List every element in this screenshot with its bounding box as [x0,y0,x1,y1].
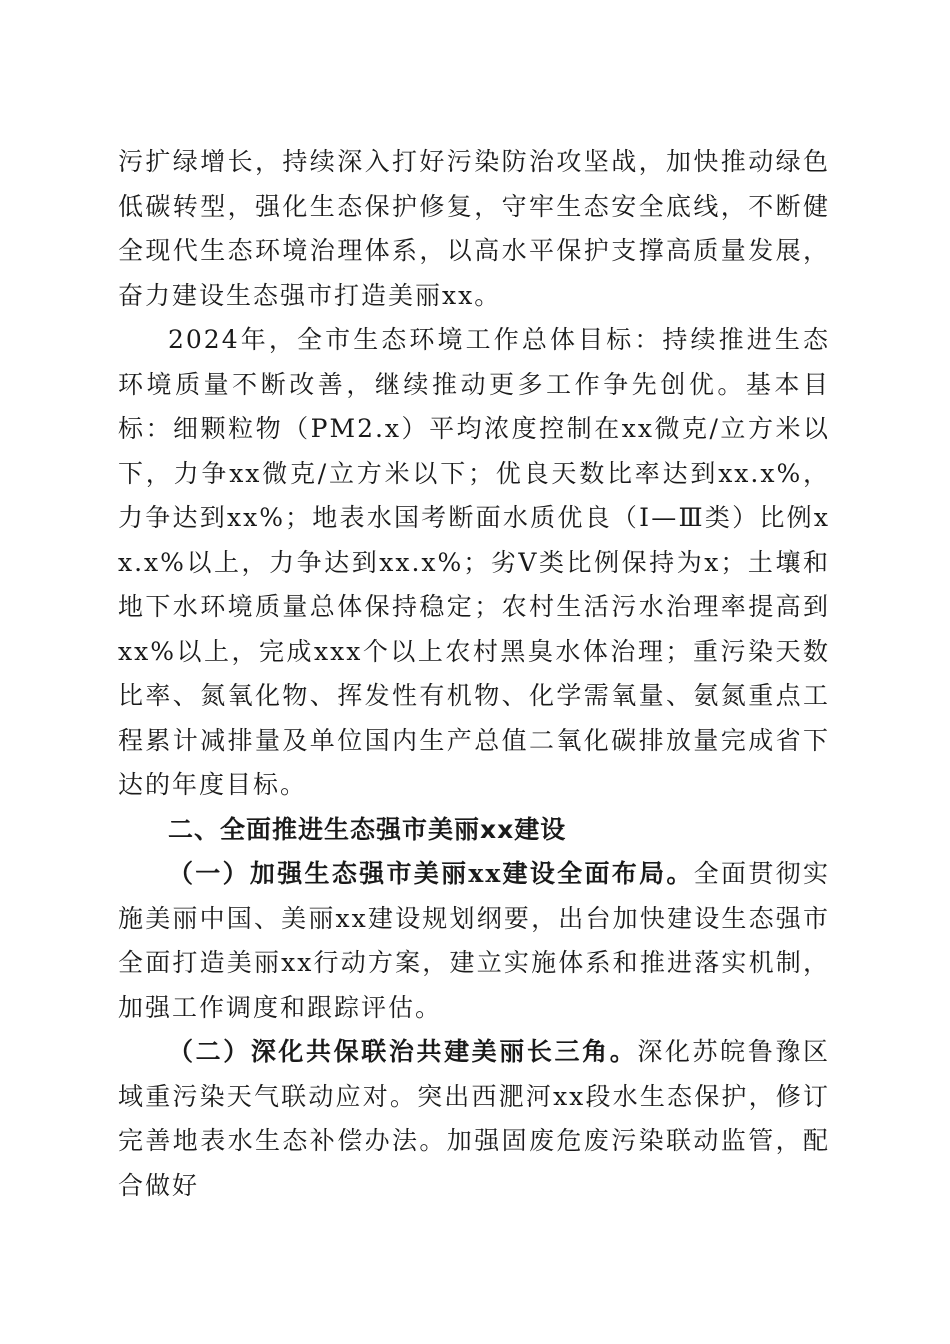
paragraph-goals: 2024年，全市生态环境工作总体目标：持续推进生态环境质量不断改善，继续推动更多工作争先创优。基本目标：细颗粒物（PM2.x）平均浓度控制在xx微克/立方米以下，力争xx微克/立方米以下；优良天数比率达到xx.x%，力争达到xx%；地表水国考断面水质优良（Ⅰ—Ⅲ类）比例xx.x%以上，力争达到xx.x%；劣Ⅴ类比例保持为x；土壤和地下水环境质量总体保持稳定；农村生活污水治理率提高到xx%以上，完成xxx个以上农村黑臭水体治理；重污染天数比率、氮氧化物、挥发性有机物、化学需氧量、氨氮重点工程累计减排量及单位国内生产总值二氧化碳排放量完成省下达的年度目标。 [118,325,830,799]
item-body-1: 全面贯彻实施美丽中国、美丽xx建设规划纲要，出台加快建设生态强市全面打造美丽xx行动方案，建立实施体系和推进落实机制，加强工作调度和跟踪评估。 [118,859,830,1022]
document-body [118,140,830,1208]
paragraph-continuation: 污扩绿增长，持续深入打好污染防治攻坚战，加快推动绿色低碳转型，强化生态保护修复，守牢生态安全底线，不断健全现代生态环境治理体系，以高水平保护支撑高质量发展，奋力建设生态强市打造美丽xx。 [118,147,830,310]
item-lead-1: （一）加强生态强市美丽xx建设全面布局。 [168,859,694,888]
section-heading: 二、全面推进生态强市美丽xx建设 [168,814,567,844]
item-paragraph-2 [118,1030,830,1208]
item-paragraph-1 [118,852,830,1030]
item-body-2: 深化苏皖鲁豫区域重污染天气联动应对。突出西淝河xx段水生态保护，修订完善地表水生态补偿办法。加强固废危废污染联动监管，配合做好 [118,1037,830,1200]
item-lead-2: （二）深化共保联治共建美丽长三角。 [168,1037,638,1066]
